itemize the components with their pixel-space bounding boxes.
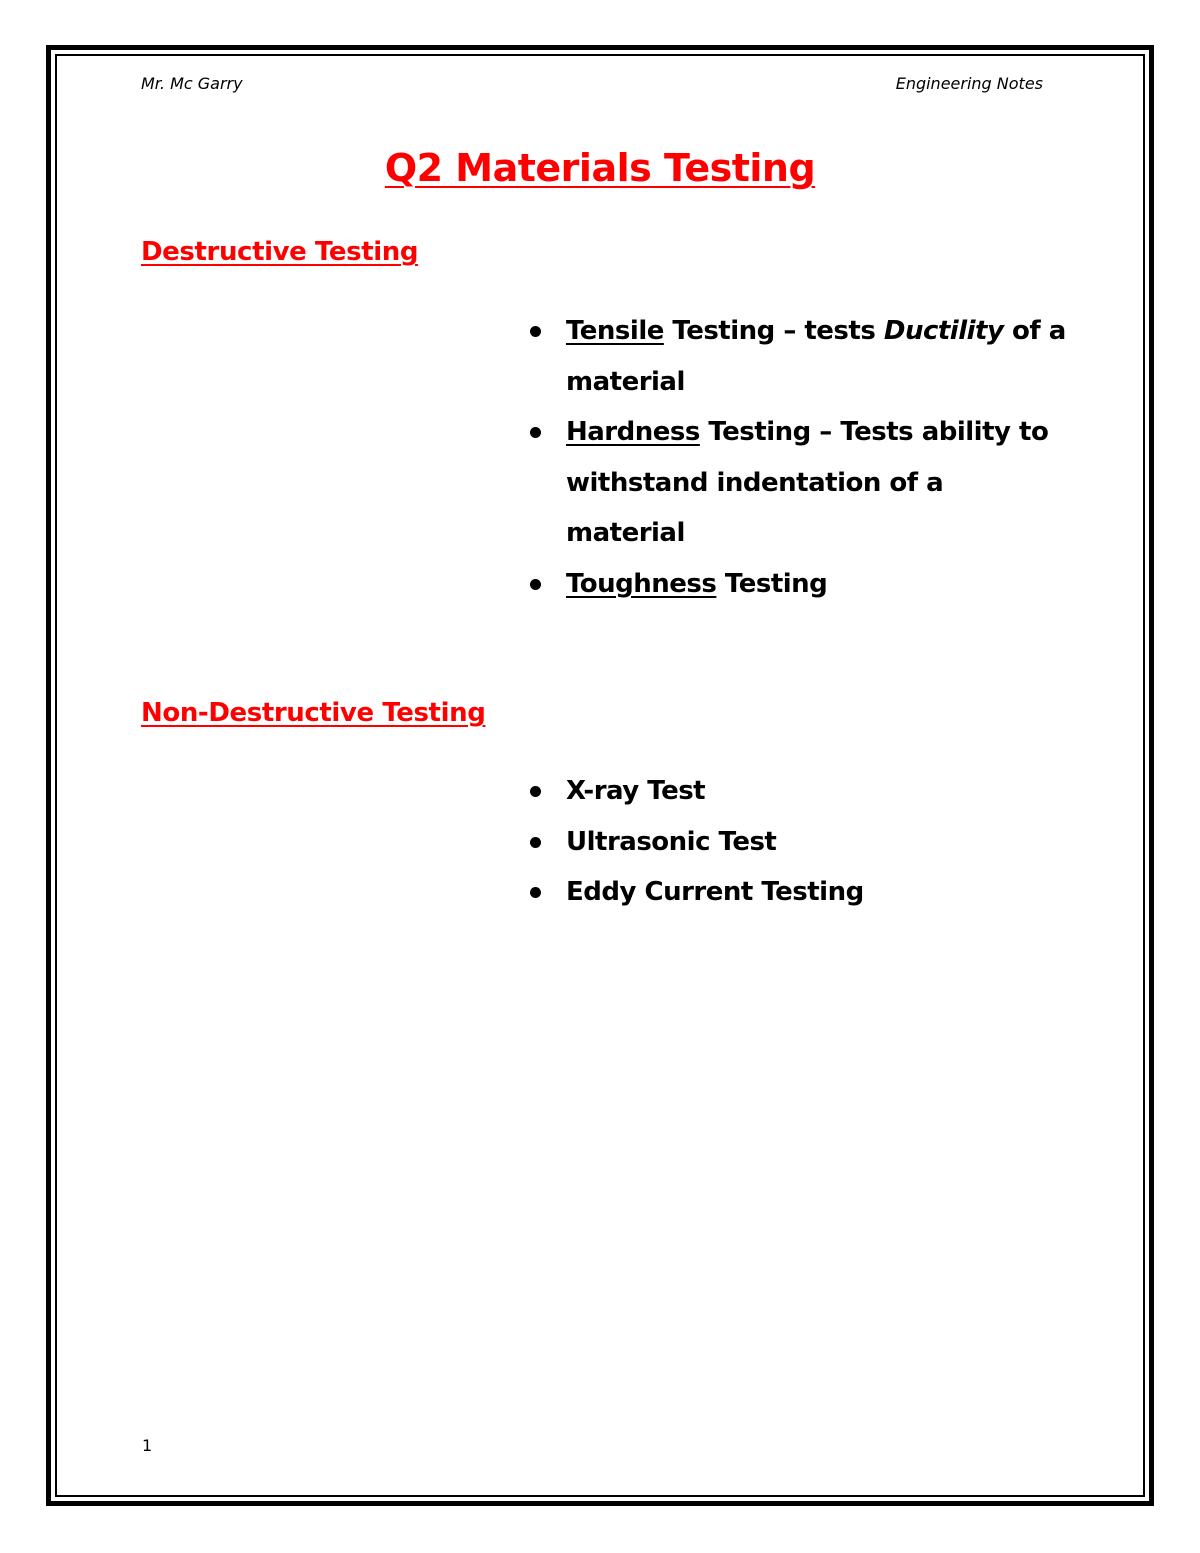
page-title: Q2 Materials Testing	[384, 146, 816, 190]
tensile-text-a: Testing – tests	[663, 316, 884, 346]
term-toughness: Toughness	[566, 568, 717, 599]
non-destructive-testing-list	[530, 766, 1070, 918]
ultrasonic-text: Ultrasonic Test	[566, 826, 777, 857]
list-item-eddy-current	[530, 867, 1070, 918]
list-item-ultrasonic	[530, 817, 1070, 868]
destructive-testing-list	[530, 306, 1070, 609]
eddy-current-text: Eddy Current Testing	[566, 877, 864, 907]
header-author: Mr. Mc Garry	[141, 74, 243, 93]
tensile-text-b: of a material	[566, 316, 1066, 397]
header-subject: Engineering Notes	[895, 74, 1043, 93]
term-hardness: Hardness	[566, 417, 700, 447]
bullet-icon	[530, 837, 541, 848]
ductility-emphasis: Ductility	[883, 316, 1004, 346]
list-item-tensile	[530, 306, 1070, 407]
bullet-icon	[530, 579, 541, 590]
non-destructive-testing-heading: Non-Destructive Testing	[141, 698, 486, 728]
destructive-testing-heading: Destructive Testing	[141, 237, 419, 267]
bullet-icon	[530, 786, 541, 797]
list-item-toughness	[530, 559, 1070, 610]
toughness-text: Testing	[716, 568, 828, 599]
hardness-text: Testing – Tests ability to withstand indentation of a material	[566, 417, 1049, 548]
list-item-xray	[530, 766, 1070, 817]
bullet-icon	[530, 887, 541, 898]
term-tensile: Tensile	[566, 316, 664, 346]
xray-text: X-ray Test	[566, 776, 706, 806]
bullet-icon	[530, 427, 541, 438]
list-item-hardness	[530, 407, 1070, 559]
bullet-icon	[530, 326, 541, 337]
page-number: 1	[142, 1436, 153, 1455]
